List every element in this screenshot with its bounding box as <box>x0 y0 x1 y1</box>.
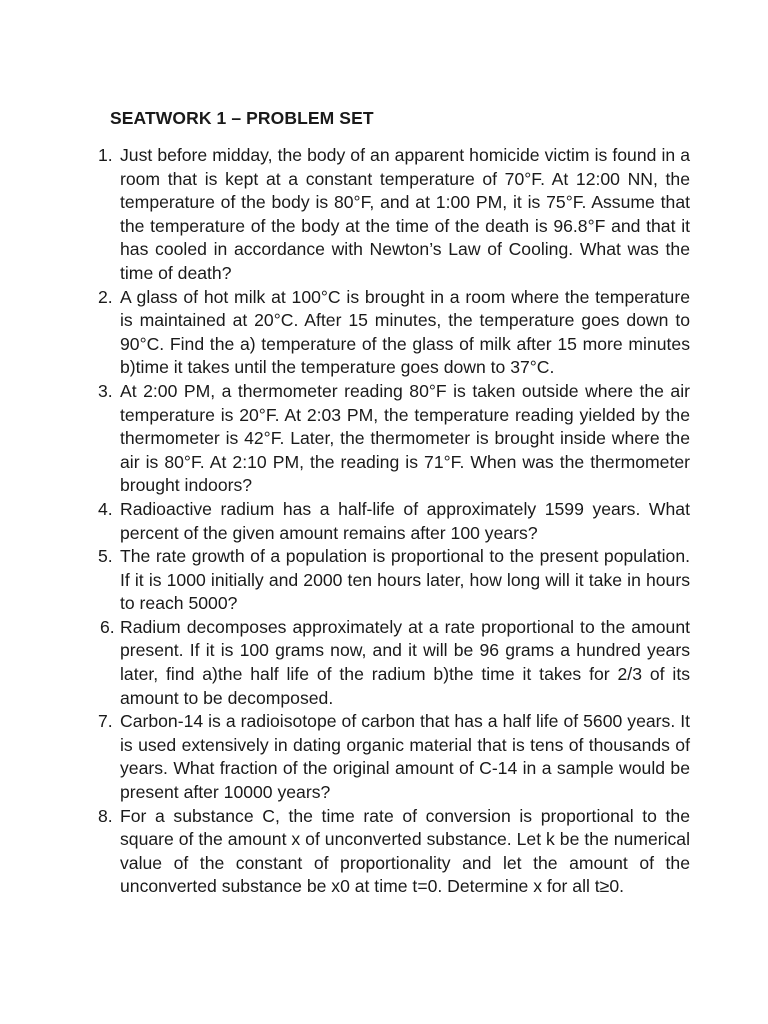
problem-text: At 2:00 PM, a thermometer reading 80°F is taken outside where the air temperature is 20°F. At 2:03 PM, the temperature reading yielded by the thermometer is 42°F. Later, the thermometer is brought inside where the air is 80°F. At 2:10 PM, the reading is 71°F. When was the thermometer brought indoors? <box>120 380 690 496</box>
problem-item-6 <box>98 616 690 710</box>
problem-number: 7. <box>98 711 113 732</box>
problem-item-8 <box>98 805 690 899</box>
problem-text: Radium decomposes approximately at a rate proportional to the amount present. If it is 100 grams now, and it will be 96 grams a hundred years later, find a)the half life of the radium b)the time it takes for 2/3 of its amount to be decomposed. <box>120 616 690 708</box>
problem-number: 5. <box>98 546 113 567</box>
problem-item-1 <box>98 144 690 286</box>
problem-number: 1. <box>98 145 113 165</box>
problem-number: 2. <box>98 286 113 307</box>
document-title: SEATWORK 1 – PROBLEM SET <box>110 108 374 128</box>
problem-number: 8. <box>98 805 113 826</box>
problem-item-2 <box>98 286 690 380</box>
problem-item-5 <box>98 545 690 616</box>
problem-list <box>98 144 690 899</box>
problem-number: 3. <box>98 380 113 401</box>
problem-number: 4. <box>98 498 113 519</box>
problem-item-3 <box>98 380 690 498</box>
problem-number: 6. <box>100 616 115 637</box>
problem-text: Just before midday, the body of an apparent homicide victim is found in a room that is kept at a constant temperature of 70°F. At 12:00 NN, the temperature of the body is 80°F, and at 1:00 PM, it is 75°F. Assume that the temperature of the body at the time of the death is 96.8°F and that it has cooled in accordance with Newton’s Law of Cooling. What was the time of death? <box>120 145 690 283</box>
problem-text: A glass of hot milk at 100°C is brought in a room where the temperature is maintained at 20°C. After 15 minutes, the temperature goes down to 90°C. Find the a) temperature of the glass of milk after 15 more minutes b)time it takes until the temperature goes down to 37°C. <box>120 286 690 378</box>
problem-text: Carbon-14 is a radioisotope of carbon that has a half life of 5600 years. It is used extensively in dating organic material that is tens of thousands of years. What fraction of the original amount of C-14 in a sample would be present after 10000 years? <box>120 711 690 803</box>
problem-text: The rate growth of a population is proportional to the present population. If it is 1000 initially and 2000 ten hours later, how long will it take in hours to reach 5000? <box>120 546 690 614</box>
problem-item-7 <box>98 710 690 804</box>
problem-text: Radioactive radium has a half-life of approximately 1599 years. What percent of the given amount remains after 100 years? <box>120 498 690 543</box>
problem-text: For a substance C, the time rate of conversion is proportional to the square of the amount x of unconverted substance. Let k be the numerical value of the constant of proportionality and let the amount of the unconverted substance be x0 at time t=0. Determine x for all t≥0. <box>120 805 690 897</box>
problem-item-4 <box>98 498 690 545</box>
